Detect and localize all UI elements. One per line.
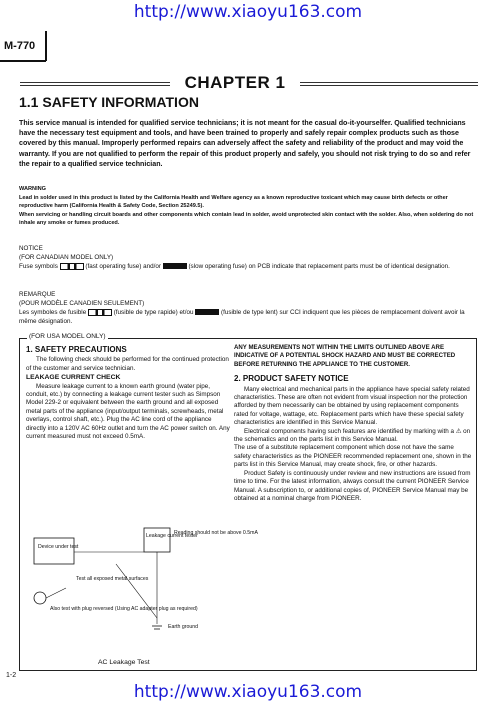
product-safety-text-4: Product Safety is continuously under review and new instructions are issued from time to time. For the latest information, always consult the current PIONEER Service Manual. A subscription to, or additional copies of, PIONEER Service Manual may be obtained at a nominal charge from PIONEER.	[234, 469, 471, 502]
device-under-test-box	[34, 538, 74, 564]
remarque-block	[19, 290, 481, 326]
product-safety-column	[234, 344, 472, 503]
safety-precautions-column	[26, 344, 230, 441]
earth-ground-label: Earth ground	[168, 624, 198, 630]
remarque-heading: REMARQUE	[19, 291, 56, 298]
notice-text-b: (fast operating fuse) and/or	[85, 263, 161, 270]
product-safety-text-2: Electrical components having such features are identified by marking with a ⚠ on the schematics and on the parts list in this Service Manual.	[234, 427, 471, 444]
product-safety-heading: 2. PRODUCT SAFETY NOTICE	[234, 374, 349, 384]
fast-fuse-icon	[60, 263, 84, 270]
device-under-test-label-1: Device under test	[38, 544, 79, 550]
section-title: 1.1 SAFETY INFORMATION	[19, 94, 199, 110]
intro-paragraph: This service manual is intended for qualified service technicians; it is not meant for the casual do-it-yourselfer. Qualified technicians have the necessary test equipment and tools, and have been trained to properly and safely repair complex products such as those covered by this manual. Improperly performed repairs can adversely affect the safety and reliability of the product and may void the warranty. If you are not qualified to perform the repair of this product properly and safely, you should not risk trying to do so and refer the repair to a qualified service technician.	[19, 119, 471, 168]
slow-fuse-icon	[195, 309, 219, 315]
notice-heading: NOTICE	[19, 245, 43, 252]
ac-leakage-test-diagram	[26, 528, 258, 658]
exposed-metal-label: Test all exposed metal surfaces	[76, 576, 149, 582]
warning-block	[19, 185, 481, 228]
reading-label: Reading should not be above 0.5mA	[174, 530, 258, 536]
remarque-subheading: (POUR MODÈLE CANADIEN SEULEMENT)	[19, 300, 145, 307]
notice-text	[19, 262, 481, 271]
leakage-tester-label: Leakage current tester	[146, 533, 198, 539]
shock-hazard-warning: ANY MEASUREMENTS NOT WITHIN THE LIMITS OUTLINED ABOVE ARE INDICATIVE OF A POTENTIAL SHOCK HAZARD AND MUST BE CORRECTED BEFORE RETURNING THE APPLIANCE TO THE CUSTOMER.	[234, 344, 456, 368]
power-cord	[46, 588, 66, 598]
notice-block	[19, 244, 481, 271]
remarque-text	[19, 308, 481, 326]
ac-outlet-icon	[34, 592, 46, 604]
remarque-text-c: (fusible de type lent) sur CCI indiquent que les pièces de remplacement doivent avoir la même désignation.	[19, 309, 465, 325]
fast-fuse-icon	[88, 309, 112, 316]
product-safety-text-1: Many electrical and mechanical parts in the appliance have special safety related characteristics. These are often not evident from visual inspection nor the protection afforded by them necessarily can be obtained by using replacement components rated for voltage, wattage, etc. Replacement parts which have these special safety characteristics are identified in this Service Manual.	[234, 385, 470, 427]
diagram-caption: AC Leakage Test	[98, 659, 150, 666]
model-number: M-770	[4, 40, 36, 52]
also-test-label: Also test with plug reversed (Using AC adapter plug as required)	[50, 606, 198, 612]
watermark-url-top[interactable]: http://www.xiaoyu163.com	[133, 2, 363, 22]
chapter-rule-right	[300, 82, 478, 86]
remarque-text-a: Les symboles de fusible	[19, 309, 87, 316]
warning-line-1: Lead in solder used in this product is listed by the California Health and Welfare agency as a known reproductive toxicant which may cause birth defects or other reproductive harm (California Health & Safety Code, Section 25249.5).	[19, 194, 448, 209]
chapter-title: CHAPTER 1	[184, 73, 286, 92]
warning-line-2: When servicing or handling circuit boards and other components which contain lead in solder, avoid unprotected skin contact with the solder. Also, when soldering do not inhale any smoke or fumes produced.	[19, 211, 474, 226]
chapter-rule-left	[20, 82, 170, 86]
warning-heading: WARNING	[19, 186, 47, 192]
notice-text-a: Fuse symbols	[19, 263, 58, 270]
watermark-url-bottom[interactable]: http://www.xiaoyu163.com	[133, 682, 363, 702]
leakage-tester-box	[144, 528, 170, 552]
slow-fuse-icon	[163, 263, 187, 269]
notice-text-c: (slow operating fuse) on PCB indicate that replacement parts must be of identical designation.	[188, 263, 450, 270]
leakage-check-heading: LEAKAGE CURRENT CHECK	[26, 374, 121, 382]
product-safety-text-3: The use of a substitute replacement component which dose not have the same safety characteristics as the PIONEER recommended replacement one, shown in the parts list in this Service Manual, may create shock, fire, or other hazards.	[234, 444, 472, 469]
header-rule-vertical	[45, 31, 47, 61]
remarque-text-b: (fusible de type rapide) et/ou	[113, 309, 194, 316]
header-rule-horizontal	[0, 60, 46, 62]
safety-precautions-text: The following check should be performed for the continued protection of the customer and service technician.	[26, 356, 229, 372]
leakage-check-text: Measure leakage current to a known earth ground (water pipe, conduit, etc.) by connecting a leakage current tester such as Simpson Model 229-2 or equivalent between the earth ground and all exposed metal parts of the appliance (input/output terminals, screwheads, metal overlays, control shaft, etc.). Plug the AC line cord of the appliance directly into a 120V AC 60Hz outlet and turn the AC power switch on. Any current measured must not exceed 0.5mA.	[26, 382, 230, 441]
notice-subheading: (FOR CANADIAN MODEL ONLY)	[19, 254, 114, 261]
usa-model-label: (FOR USA MODEL ONLY)	[29, 333, 106, 340]
safety-precautions-heading: 1. SAFETY PRECAUTIONS	[26, 345, 127, 354]
page-number: 1-2	[6, 672, 17, 679]
